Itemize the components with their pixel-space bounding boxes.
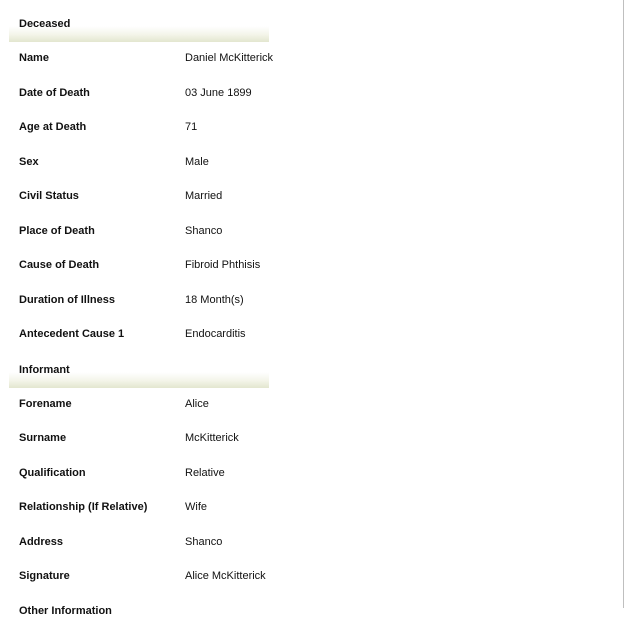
informant-row-other-information [9,595,269,629]
field-value: Wife [185,501,207,513]
deceased-row-duration-of-illness [9,284,269,319]
field-value: Endocarditis [185,328,246,340]
field-value: Daniel McKitterick [185,52,273,64]
informant-row-relationship [9,491,269,526]
field-label: Forename [19,398,72,410]
field-value: 18 Month(s) [185,294,244,306]
field-label: Name [19,52,49,64]
deceased-row-date-of-death [9,77,269,112]
field-label: Relationship (If Relative) [19,501,147,513]
field-label: Address [19,536,63,548]
informant-row-address [9,526,269,561]
field-value: Married [185,190,222,202]
deceased-section-header [9,7,269,42]
deceased-row-age-at-death [9,111,269,146]
record-details-panel [9,7,269,629]
field-label: Antecedent Cause 1 [19,328,124,340]
field-value: McKitterick [185,432,239,444]
informant-section-header [9,353,269,388]
field-label: Surname [19,432,66,444]
informant-row-surname [9,422,269,457]
deceased-section-title: Deceased [19,18,70,30]
deceased-row-antecedent-cause [9,318,269,353]
informant-section-title: Informant [19,364,70,376]
field-label: Civil Status [19,190,79,202]
informant-row-forename [9,388,269,423]
field-label: Other Information [19,605,112,617]
informant-row-qualification [9,457,269,492]
field-label: Signature [19,570,70,582]
field-value: Shanco [185,536,222,548]
field-label: Cause of Death [19,259,99,271]
deceased-row-cause-of-death [9,249,269,284]
field-label: Date of Death [19,87,90,99]
field-value: Relative [185,467,225,479]
field-value: 03 June 1899 [185,87,252,99]
deceased-row-place-of-death [9,215,269,250]
field-value: Alice [185,398,209,410]
field-value: 71 [185,121,197,133]
field-label: Age at Death [19,121,86,133]
field-label: Duration of Illness [19,294,115,306]
field-label: Place of Death [19,225,95,237]
field-value: Alice McKitterick [185,570,266,582]
deceased-row-civil-status [9,180,269,215]
field-value: Fibroid Phthisis [185,259,260,271]
deceased-row-sex [9,146,269,181]
field-value: Male [185,156,209,168]
field-label: Sex [19,156,39,168]
deceased-row-name [9,42,269,77]
informant-row-signature [9,560,269,595]
field-label: Qualification [19,467,86,479]
field-value: Shanco [185,225,222,237]
